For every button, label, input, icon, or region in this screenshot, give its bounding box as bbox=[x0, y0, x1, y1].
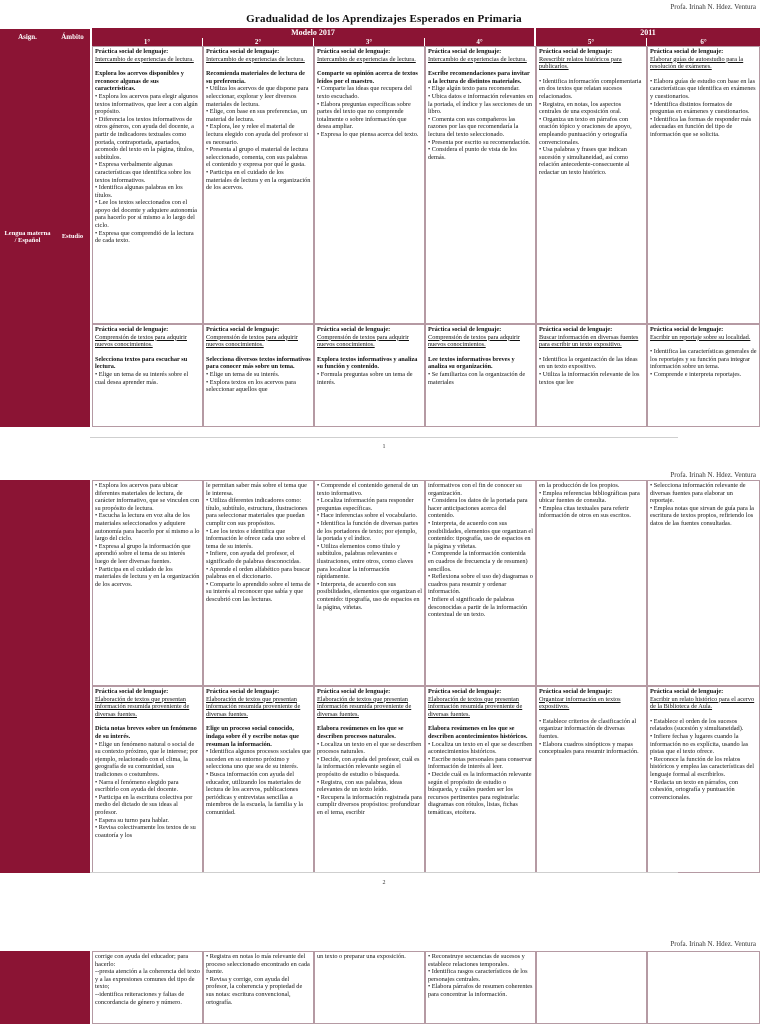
p2-row1-grade6: • Selecciona información relevante de diversas fuentes para elaborar un reportaje. • Emplea notas que sirvan de guía para la escritura de textos propios, refiriendo los datos de las fuentes consultadas. bbox=[647, 480, 760, 686]
p2-row2-grade6: Práctica social de lenguaje: Escribir un relato histórico para el acervo de la Biblioteca de Aula. • Establece el orden de los sucesos relatados (sucesión y simultaneidad). • Infiere fechas y lugares cuando la información no es explícita, usando las pistas que el texto ofrece. • Reconoce la función de los relatos históricos y emplea las características del lenguaje formal al escribirlos. • Redacta un texto en párrafos, con cohesión, ortografía y puntuación convencionales. bbox=[647, 686, 760, 873]
page-2 bbox=[0, 468, 768, 873]
page-number-1: 1 bbox=[382, 444, 386, 450]
p1-row1-grade1: Práctica social de lenguaje: Intercambio de experiencias de lectura. Explora los acervos disponibles y reconoce algunas de sus características. • Explora los acervos para elegir algunos textos informativos, que leer a con algún propósito. • Diferencia los textos informativos de otros géneros, con ayuda del docente, a partir de indicadores textuales como portada, contraportada, apartados, acomodo del texto en la página, títulos, subtítulos. • Expresa verbalmente algunas características que identifica sobre los textos informativos. • Identifica algunas palabras en los títulos. • Lee los textos seleccionados con el apoyo del docente y adquiere autonomía para hacerlo por sí mismo a lo largo del ciclo. • Expresa que comprendió de la lectura de cada texto. bbox=[92, 46, 203, 324]
p2-row1-grade4: informativos con el fin de conocer su organización. • Considera los datos de la portada para hacer anticipaciones acerca del contenido. • Interpreta, de acuerdo con sus posibilidades, elementos que organizan el contenido: tipografía, uso de espacios en la página y viñetas. • Comprende la información contenida en cuadros de frecuencia y de resumen) sencillos. • Reflexiona sobre el uso de) diagramas o cuadros para resumir y ordenar información. • Infiere el significado de palabras desconocidas a partir de la información contextual de un texto. bbox=[425, 480, 536, 686]
p2-row2-grade2: Práctica social de lenguaje: Elaboración de textos que presentan información resumida proveniente de diversas fuentes. Elige un proceso social conocido, indaga sobre él y escribe notas que resuman la información. • Identifica algunos procesos sociales que suceden en su entorno próximo y selecciona uno que sea de su interés. • Busca información con ayuda del educador, utilizando los materiales de lectura de los acervos, publicaciones periódicas y entrevistas sencillas a miembros de la escuela, la familia y la comunidad. bbox=[203, 686, 314, 873]
p2-row2-grade3: Práctica social de lenguaje: Elaboración de textos que presentan información resumida proveniente de diversas fuentes. Elabora resúmenes en los que se describen procesos naturales. • Localiza un texto en el que se describen procesos naturales. • Decide, con ayuda del profesor, cuál es la información relevante según el propósito de estudio o búsqueda. • Registra, con sus palabras, ideas relevantes de un texto leído. • Recupera la información registrada para cumplir diversos propósitos: profundizar en el tema, escribir bbox=[314, 686, 425, 873]
footer-rule bbox=[90, 872, 678, 873]
grade-header-3: 3° bbox=[314, 38, 424, 46]
p1-row2-grade2: Práctica social de lenguaje: Comprensión de textos para adquirir nuevos conocimientos. Selecciona diversos textos informativos para conocer más sobre un tema. • Elige un tema de su interés. • Explora textos en los acervos para seleccionar aquellos que bbox=[203, 324, 314, 427]
model-2011-band: 2011 bbox=[536, 28, 760, 38]
grade-header-1: 1° bbox=[92, 38, 202, 46]
page-author: Profa. Irinah N. Hdez. Ventura bbox=[670, 471, 756, 479]
p1-row1-grade2: Práctica social de lenguaje: Intercambio de experiencias de lectura. Recomienda materiales de lectura de su preferencia. • Utiliza los acervos de que dispone para seleccionar, explorar y leer diversos materiales de lectura. • Elige, con base en sus preferencias, un material de lectura. • Explora, lee y relee el material de lectura elegido con ayuda del profesor si es necesario. • Presenta al grupo el material de lectura seleccionado, comenta, con sus palabras el contenido y expresa por qué le gusta. • Participa en el cuidado de los materiales de lectura y en la organización de los acervos. bbox=[203, 46, 314, 324]
model-2017-band: Modelo 2017 bbox=[92, 28, 534, 38]
p3-row1-grade5 bbox=[536, 951, 647, 1024]
footer-rule bbox=[90, 437, 678, 438]
page-author: Profa. Irinah N. Hdez. Ventura bbox=[670, 3, 756, 11]
p1-row1-grade5: Práctica social de lenguaje: Reescribir relatos históricos para publicarlos. • Identifica información complementaria en dos textos que relatan sucesos relacionados. • Registra, en notas, los aspectos centrales de una exposición oral. • Organiza un texto en párrafos con oración tópico y oraciones de apoyo, empleando puntuación y ortografía convencionales. • Usa palabras y frases que indican sucesión y simultaneidad, así como relación antecedente-consecuente al redactar un texto histórico. bbox=[536, 46, 647, 324]
p2-row1-grade5: en la producción de los propios. • Emplea referencias bibliográficas para ubicar fuentes de consulta. • Emplea citas textuales para referir información de otros en sus escritos. bbox=[536, 480, 647, 686]
p1-row2-grade1: Práctica social de lenguaje: Comprensión de textos para adquirir nuevos conocimientos. Selecciona textos para escuchar su lectura. • Elige un tema de su interés sobre el cual desea aprender más. bbox=[92, 324, 203, 427]
p2-row1-grade3: • Comprende el contenido general de un texto informativo. • Localiza información para responder preguntas específicas. • Hace inferencias sobre el vocabulario. • Identifica la función de diversas partes de los portadores de texto; por ejemplo, la portada y el índice. • Utiliza elementos como título y subtítulos, palabras relevantes e ilustraciones, entre otros, como claves para localizar la información rápidamente. • Interpreta, de acuerdo con sus posibilidades, elementos que organizan el contenido: tipografía, uso de espacios en la página, viñetas. bbox=[314, 480, 425, 686]
p1-row1-grade3: Práctica social de lenguaje: Intercambio de experiencias de lectura. Comparte su opinión acerca de textos leídos por el maestro. • Comparte las ideas que recupera del texto escuchado. • Elabora preguntas específicas sobre partes del texto que no comprende totalmente o sobre información que desea ampliar. • Expresa lo que piensa acerca del texto. bbox=[314, 46, 425, 324]
asignatura-cell bbox=[0, 951, 55, 1024]
grade-header-2: 2° bbox=[203, 38, 313, 46]
p3-row1-grade2: • Registra en notas lo más relevante del proceso seleccionado encontrado en cada fuente. • Revisa y corrige, con ayuda del profesor, la coherencia y propiedad de sus notas: escritura convencional, ortografía. bbox=[203, 951, 314, 1024]
asignatura-cell bbox=[0, 480, 55, 873]
p1-row2-grade6: Práctica social de lenguaje: Escribir un reportaje sobre su localidad. • Identifica las características generales de los reportajes y su función para integrar información sobre un tema. • Comprende e interpreta reportajes. bbox=[647, 324, 760, 427]
p1-row1-grade6: Práctica social de lenguaje: Elaborar guías de autoestudio para la resolución de exámenes. • Elabora guías de estudio con base en las características que identifica en exámenes y cuestionarios. • Identifica distintos formatos de preguntas en exámenes y cuestionarios. • Identifica las formas de responder más adecuadas en función del tipo de información que se solicita. bbox=[647, 46, 760, 324]
p3-row1-grade1: corrige con ayuda del educador; para hacerlo: --presta atención a la coherencia del texto y a las expresiones comunes del tipo de texto; --identifica reiteraciones y faltas de concordancia de género y número. bbox=[92, 951, 203, 1024]
asignatura-cell: Lengua materna / Español bbox=[0, 46, 55, 427]
page-author: Profa. Irinah N. Hdez. Ventura bbox=[670, 940, 756, 948]
ambito-cell: Estudio bbox=[55, 46, 90, 427]
p1-row2-grade4: Práctica social de lenguaje: Comprensión de textos para adquirir nuevos conocimientos. Lee textos informativos breves y analiza su organización. • Se familiariza con la organización de materiales bbox=[425, 324, 536, 427]
p2-row2-grade5: Práctica social de lenguaje: Organizar información en textos expositivos. • Establece criterios de clasificación al organizar información de diversas fuentes. • Elabora cuadros sinópticos y mapas conceptuales para resumir información. bbox=[536, 686, 647, 873]
page-3 bbox=[0, 930, 768, 1024]
ambito-cell bbox=[55, 951, 90, 1024]
p1-row2-grade3: Práctica social de lenguaje: Comprensión de textos para adquirir nuevos conocimientos. Explora textos informativos y analiza su función y contenido. • Formula preguntas sobre un tema de interés. bbox=[314, 324, 425, 427]
ambito-cell bbox=[55, 480, 90, 873]
p3-row1-grade3: un texto o preparar una exposición. bbox=[314, 951, 425, 1024]
page-1 bbox=[0, 0, 768, 440]
p3-row1-grade6 bbox=[647, 951, 760, 1024]
grade-header-4: 4° bbox=[425, 38, 534, 46]
p3-row1-grade4: • Reconstruye secuencias de sucesos y establece relaciones temporales. • Identifica rasgos característicos de los personajes centrales. • Elabora párrafos de resumen coherentes para concentrar la información. bbox=[425, 951, 536, 1024]
p2-row1-grade2: le permitan saber más sobre el tema que le interesa. • Utiliza diferentes indicadores como: título, subtítulo, estructura, ilustraciones para seleccionar materiales que puedan cumplir con sus propósitos. • Lee los textos e identifica que información le ofrece cada uno sobre el tema de su interés. • Infiere, con ayuda del profesor, el significado de palabras desconocidas. • Aprende el orden alfabético para buscar palabras en el diccionario. • Comparte lo aprendido sobre el tema de su interés al reconocer que sabía y que descubrió con las lecturas. bbox=[203, 480, 314, 686]
header-ambito: Ámbito bbox=[55, 29, 90, 46]
p2-row2-grade4: Práctica social de lenguaje: Elaboración de textos que presentan información resumida proveniente de diversas fuentes. Elabora resúmenes en los que se describen acontecimientos históricos. • Localiza un texto en el que se describen acontecimientos históricos. • Escribe notas personales para conservar información de interés al leer. • Decide cuál es la información relevante según el propósito de estudio o búsqueda, y cuáles pueden ser los recursos pertinentes para registrarla: diagramas con rótulos, listas, fichas temáticas, etcétera. bbox=[425, 686, 536, 873]
page-number-2: 2 bbox=[382, 880, 386, 886]
p2-row1-grade1: • Explora los acervos para ubicar diferentes materiales de lectura, de carácter informativo, que se vinculen con su propósito de lectura. • Escucha la lectura en voz alta de los materiales seleccionados y adquiere autonomía para hacerlo por sí mismo a lo largo del ciclo. • Expresa al grupo la información que aprendió sobre el tema de su interés luego de leer diversas fuentes. • Participa en el cuidado de los materiales de lectura y en la organización de los acervos. bbox=[92, 480, 203, 686]
grade-header-5: 5° bbox=[536, 38, 646, 46]
grade-header-6: 6° bbox=[647, 38, 760, 46]
document-title: Gradualidad de los Aprendizajes Esperados en Primaria bbox=[246, 13, 522, 25]
header-asignatura: Asign. bbox=[0, 29, 55, 46]
p1-row1-grade4: Práctica social de lenguaje: Intercambio de experiencias de lectura. Escribe recomendaciones para invitar a la lectura de distintos materiales. • Elige algún texto para recomendar. • Ubica datos e información relevantes en la portada, el índice y las secciones de un libro. • Comenta con sus compañeros las razones por las que recomendaría la lectura del texto seleccionado. • Presenta por escrito su recomendación. • Considera el punto de vista de los demás. bbox=[425, 46, 536, 324]
p1-row2-grade5: Práctica social de lenguaje: Buscar información en diversas fuentes para escribir un texto expositivo. • Identifica la organización de las ideas en un texto expositivo. • Utiliza la información relevante de los textos que lee bbox=[536, 324, 647, 427]
p2-row2-grade1: Práctica social de lenguaje: Elaboración de textos que presentan información resumida proveniente de diversas fuentes. Dicta notas breves sobre un fenómeno de su interés. • Elige un fenómeno natural o social de su contexto próximo, que le interese; por ejemplo, relacionado con el clima, la geografía de su comunidad, sus tradiciones o costumbres. • Narra el fenómeno elegido para escribirlo con ayuda del docente. • Participa en la escritura colectiva por medio del dictado de sus ideas al profesor. • Espera su turno para hablar. • Revisa colectivamente los textos de su coautoría y los bbox=[92, 686, 203, 873]
